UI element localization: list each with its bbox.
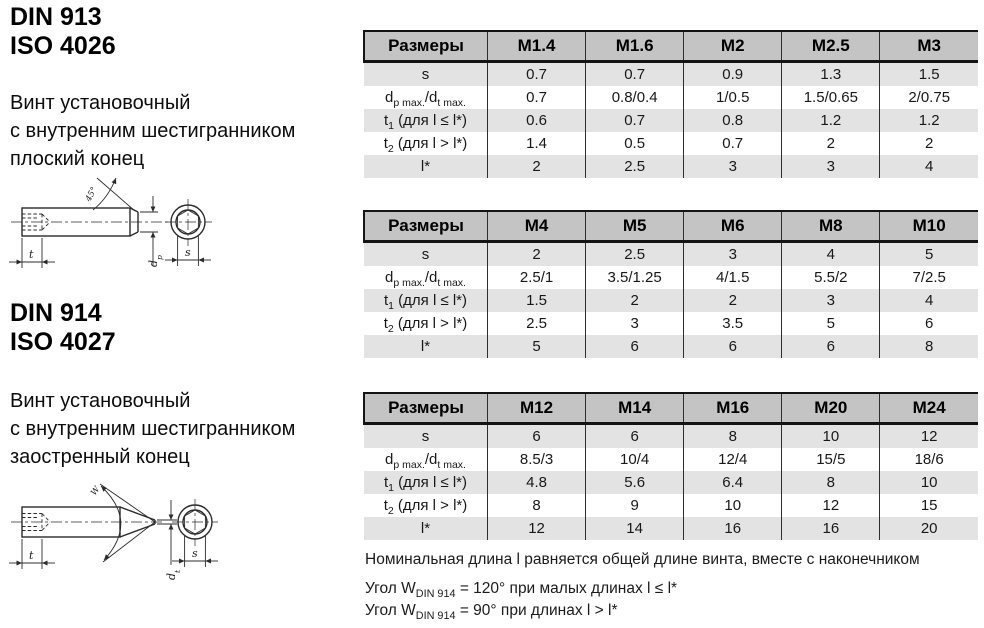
row-label: $d_{p max.}/d_{t max.}$	[385, 269, 466, 289]
cone-point-screw-drawing	[5, 468, 235, 600]
din914-heading	[10, 299, 116, 357]
dimension-table-m12-m24	[363, 392, 978, 540]
value-cell: 12	[488, 517, 586, 540]
table-row	[364, 335, 978, 358]
table-row	[364, 132, 978, 155]
table-row	[364, 109, 978, 132]
table-row	[364, 289, 978, 312]
value-cell: 1.4	[488, 132, 586, 155]
dp-dimension-label: $d_p$	[147, 255, 164, 267]
row-label: $d_{p max.}/d_{t max.}$	[385, 451, 466, 471]
value-cell: 4	[782, 242, 880, 267]
cone-angle-annotation	[89, 484, 155, 562]
value-cell: 6	[488, 424, 586, 449]
value-cell: 10/4	[586, 448, 684, 471]
table-row	[364, 242, 978, 267]
header-size-column: M1.6	[586, 31, 684, 62]
value-cell: 4.8	[488, 471, 586, 494]
header-sizes-label: Размеры	[364, 31, 488, 62]
value-cell: 0.9	[684, 62, 782, 87]
value-cell: 6.4	[684, 471, 782, 494]
din914-description	[10, 387, 295, 471]
value-cell: 5	[782, 312, 880, 335]
value-cell: 2.5	[586, 242, 684, 267]
value-cell: 4	[880, 289, 978, 312]
t-dimension	[9, 539, 55, 569]
note-angle-90: Угол $W_{DIN 914} = 90^\circ$ при длинах l > l*	[365, 602, 618, 623]
t-dimension-label: t	[29, 248, 34, 261]
din913-description	[10, 89, 295, 173]
value-cell: 18/6	[880, 448, 978, 471]
side-view	[9, 178, 168, 268]
angle-45-label: 45°	[83, 185, 100, 204]
dimension-table-m1_4-m3	[363, 30, 978, 178]
value-cell: 5.6	[586, 471, 684, 494]
value-cell: 1.5	[488, 289, 586, 312]
value-cell: 6	[586, 424, 684, 449]
iso4026-number: ISO 4026	[10, 32, 116, 60]
s-dimension-label: s	[192, 547, 198, 560]
value-cell: 20	[880, 517, 978, 540]
value-cell: 10	[684, 494, 782, 517]
table-row	[364, 424, 978, 449]
value-cell: 5.5/2	[782, 266, 880, 289]
row-label: $t_1$ (для l ≤ l*)	[383, 292, 468, 312]
row-label: $t_2$ (для l > l*)	[383, 135, 468, 155]
chamfer-angle-annotation	[83, 178, 135, 211]
value-cell: 4	[880, 155, 978, 178]
row-label: $t_1$ (для l ≤ l*)	[383, 112, 468, 132]
note-nominal-length: Номинальная длина l равняется общей длине винта, вместе с наконечником	[365, 551, 920, 568]
value-cell: 12	[782, 494, 880, 517]
value-cell: 0.7	[586, 62, 684, 87]
value-cell: 4/1.5	[684, 266, 782, 289]
row-label: l*	[420, 338, 431, 355]
value-cell: 1.5/0.65	[782, 86, 880, 109]
value-cell: 0.7	[488, 86, 586, 109]
row-label: s	[421, 66, 430, 83]
din914-number: DIN 914	[10, 299, 102, 327]
value-cell: 15	[880, 494, 978, 517]
table-header-row	[364, 211, 978, 242]
value-cell: 0.8/0.4	[586, 86, 684, 109]
table-row	[364, 312, 978, 335]
value-cell: 6	[880, 312, 978, 335]
value-cell: 12	[880, 424, 978, 449]
value-cell: 8	[488, 494, 586, 517]
value-cell: 3.5	[684, 312, 782, 335]
header-size-column: M4	[488, 211, 586, 242]
value-cell: 8	[880, 335, 978, 358]
table-row	[364, 155, 978, 178]
description-line: с внутренним шестигранником	[10, 418, 296, 440]
header-sizes-label: Размеры	[364, 393, 488, 424]
value-cell: 16	[684, 517, 782, 540]
value-cell: 7/2.5	[880, 266, 978, 289]
header-size-column: M3	[880, 31, 978, 62]
header-size-column: M24	[880, 393, 978, 424]
value-cell: 15/5	[782, 448, 880, 471]
header-size-column: M16	[684, 393, 782, 424]
value-cell: 0.8	[684, 109, 782, 132]
value-cell: 2	[586, 289, 684, 312]
row-label: $t_2$ (для l > l*)	[383, 315, 468, 335]
note-angle-120: Угол $W_{DIN 914} = 120^\circ$ при малых длинах l ≤ l*	[365, 580, 678, 601]
header-size-column: M12	[488, 393, 586, 424]
iso4027-number: ISO 4027	[10, 328, 116, 356]
table-row	[364, 517, 978, 540]
description-line: с внутренним шестигранником	[10, 120, 296, 142]
s-dimension-label: s	[185, 246, 191, 259]
value-cell: 12/4	[684, 448, 782, 471]
row-label: $t_1$ (для l ≤ l*)	[383, 474, 468, 494]
table-row	[364, 62, 978, 87]
dimension-table-m4-m10	[363, 210, 978, 358]
t-dimension	[9, 238, 55, 268]
row-label: $t_2$ (для l > l*)	[383, 497, 468, 517]
value-cell: 3	[684, 242, 782, 267]
value-cell: 3	[782, 289, 880, 312]
description-line: Винт установочный	[10, 390, 191, 412]
row-label: s	[421, 428, 430, 445]
row-label: l*	[420, 520, 431, 537]
value-cell: 2.5/1	[488, 266, 586, 289]
value-cell: 1.2	[880, 109, 978, 132]
table-row	[364, 86, 978, 109]
value-cell: 6	[684, 335, 782, 358]
value-cell: 3	[782, 155, 880, 178]
header-size-column: M8	[782, 211, 880, 242]
row-label: $d_{p max.}/d_{t max.}$	[385, 89, 466, 109]
value-cell: 0.7	[586, 109, 684, 132]
value-cell: 8	[684, 424, 782, 449]
value-cell: 1.2	[782, 109, 880, 132]
value-cell: 8	[782, 471, 880, 494]
value-cell: 2.5	[488, 312, 586, 335]
value-cell: 1/0.5	[684, 86, 782, 109]
value-cell: 1.5	[880, 62, 978, 87]
value-cell: 2	[880, 132, 978, 155]
value-cell: 3	[684, 155, 782, 178]
value-cell: 9	[586, 494, 684, 517]
value-cell: 0.7	[684, 132, 782, 155]
value-cell: 2/0.75	[880, 86, 978, 109]
row-label: s	[421, 246, 430, 263]
header-size-column: M5	[586, 211, 684, 242]
header-size-column: M14	[586, 393, 684, 424]
value-cell: 2	[488, 242, 586, 267]
table-row	[364, 471, 978, 494]
value-cell: 5	[880, 242, 978, 267]
din913-heading	[10, 3, 116, 61]
row-label: l*	[420, 158, 431, 175]
header-size-column: M2	[684, 31, 782, 62]
description-line: плоский конец	[10, 148, 145, 170]
header-size-column: M20	[782, 393, 880, 424]
value-cell: 2	[782, 132, 880, 155]
header-size-column: M10	[880, 211, 978, 242]
table-header-row	[364, 393, 978, 424]
value-cell: 2	[684, 289, 782, 312]
t-dimension-label: t	[29, 549, 34, 562]
value-cell: 6	[782, 335, 880, 358]
description-line: Винт установочный	[10, 92, 191, 114]
value-cell: 14	[586, 517, 684, 540]
value-cell: 0.7	[488, 62, 586, 87]
value-cell: 1.3	[782, 62, 880, 87]
end-view	[172, 499, 218, 567]
value-cell: 0.5	[586, 132, 684, 155]
dt-dimension-label: $d_t$	[165, 569, 182, 580]
dp-dimension	[140, 196, 164, 267]
table-header-row	[364, 31, 978, 62]
value-cell: 16	[782, 517, 880, 540]
value-cell: 3	[586, 312, 684, 335]
table-row	[364, 494, 978, 517]
value-cell: 2.5	[586, 155, 684, 178]
flat-point-screw-drawing	[5, 172, 235, 287]
header-size-column: M2.5	[782, 31, 880, 62]
value-cell: 8.5/3	[488, 448, 586, 471]
value-cell: 2	[488, 155, 586, 178]
description-line: заостренный конец	[10, 446, 190, 468]
table-row	[364, 448, 978, 471]
value-cell: 6	[586, 335, 684, 358]
end-view	[165, 199, 212, 266]
value-cell: 10	[782, 424, 880, 449]
value-cell: 0.6	[488, 109, 586, 132]
side-view	[9, 484, 182, 580]
value-cell: 10	[880, 471, 978, 494]
dt-dimension	[157, 500, 182, 580]
table-row	[364, 266, 978, 289]
value-cell: 5	[488, 335, 586, 358]
value-cell: 3.5/1.25	[586, 266, 684, 289]
header-size-column: M1.4	[488, 31, 586, 62]
angle-w-label: W	[89, 484, 103, 498]
din913-number: DIN 913	[10, 3, 102, 31]
header-size-column: M6	[684, 211, 782, 242]
header-sizes-label: Размеры	[364, 211, 488, 242]
